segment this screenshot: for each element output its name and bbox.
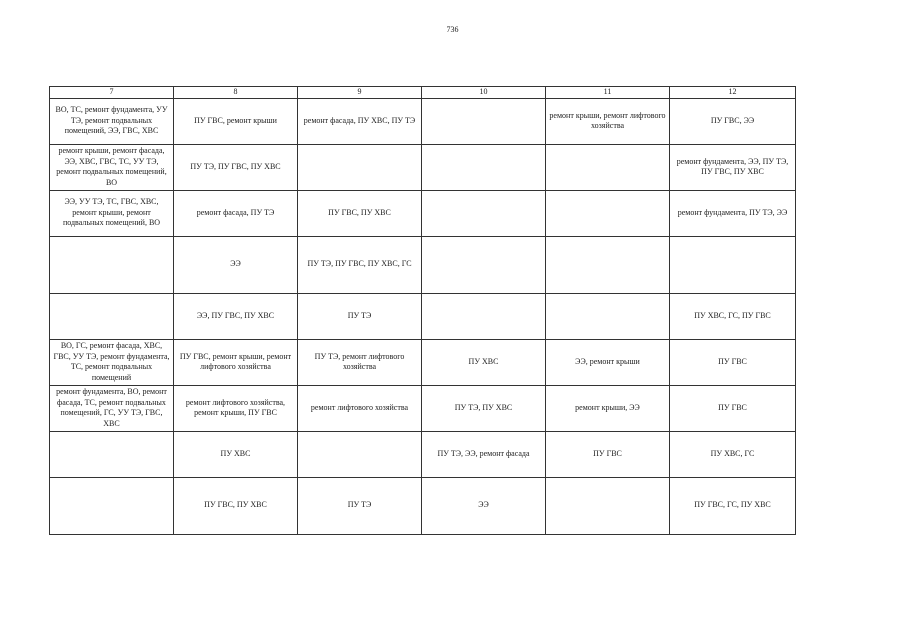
table-cell <box>546 477 670 534</box>
table-cell: ПУ ГВС <box>670 385 796 431</box>
table-cell: ПУ ГВС, ЭЭ <box>670 98 796 144</box>
table-cell: ремонт крыши, ремонт лифтового хозяйства <box>546 98 670 144</box>
table-cell: ЭЭ <box>422 477 546 534</box>
table-cell: ВО, ТС, ремонт фундамента, УУ ТЭ, ремонт подвальных помещений, ЭЭ, ГВС, ХВС <box>50 98 174 144</box>
table-cell <box>422 236 546 293</box>
table-cell: ПУ ТЭ, ПУ ХВС <box>422 385 546 431</box>
table-cell: ЭЭ <box>174 236 298 293</box>
table-cell <box>298 431 422 477</box>
table-cell: ремонт фасада, ПУ ХВС, ПУ ТЭ <box>298 98 422 144</box>
table-cell <box>670 236 796 293</box>
table-cell: ПУ ТЭ, ЭЭ, ремонт фасада <box>422 431 546 477</box>
page-number: 736 <box>446 25 459 34</box>
table-cell: ПУ ХВС, ГС <box>670 431 796 477</box>
column-header: 11 <box>546 87 670 99</box>
table-cell: ПУ ГВС, ремонт крыши <box>174 98 298 144</box>
table-cell: ремонт фундамента, ПУ ТЭ, ЭЭ <box>670 190 796 236</box>
table-row <box>50 339 796 385</box>
table-cell <box>546 190 670 236</box>
table-cell <box>546 236 670 293</box>
table-cell: ремонт фундамента, ЭЭ, ПУ ТЭ, ПУ ГВС, ПУ ХВС <box>670 144 796 190</box>
table-cell: ремонт крыши, ЭЭ <box>546 385 670 431</box>
table-cell <box>50 236 174 293</box>
table-cell <box>422 190 546 236</box>
column-header: 8 <box>174 87 298 99</box>
table-cell <box>546 293 670 339</box>
table-cell <box>422 293 546 339</box>
table-cell: ПУ ГВС, ремонт крыши, ремонт лифтового хозяйства <box>174 339 298 385</box>
table-cell: ПУ ХВС, ГС, ПУ ГВС <box>670 293 796 339</box>
table-cell: ремонт лифтового хозяйства <box>298 385 422 431</box>
table-row <box>50 477 796 534</box>
table-row <box>50 144 796 190</box>
column-header: 12 <box>670 87 796 99</box>
table-cell: ПУ ТЭ <box>298 477 422 534</box>
table-cell: ПУ ГВС, ПУ ХВС <box>174 477 298 534</box>
table-cell <box>50 477 174 534</box>
table-cell <box>546 144 670 190</box>
table-cell <box>422 98 546 144</box>
table-cell: ПУ ХВС <box>422 339 546 385</box>
column-header: 9 <box>298 87 422 99</box>
column-header: 10 <box>422 87 546 99</box>
table-cell: ЭЭ, УУ ТЭ, ТС, ГВС, ХВС, ремонт крыши, ремонт подвальных помещений, ВО <box>50 190 174 236</box>
table-cell: ВО, ГС, ремонт фасада, ХВС, ГВС, УУ ТЭ, ремонт фундамента, ТС, ремонт подвальных помещений <box>50 339 174 385</box>
table-cell <box>50 293 174 339</box>
table-row <box>50 236 796 293</box>
table-row <box>50 190 796 236</box>
table-cell <box>298 144 422 190</box>
table-row <box>50 293 796 339</box>
column-header: 7 <box>50 87 174 99</box>
table-header-row <box>50 87 796 99</box>
table-cell: ЭЭ, ремонт крыши <box>546 339 670 385</box>
schedule-table <box>49 86 796 535</box>
table-cell: ЭЭ, ПУ ГВС, ПУ ХВС <box>174 293 298 339</box>
table-cell: ПУ ГВС, ГС, ПУ ХВС <box>670 477 796 534</box>
table-cell: ПУ ГВС, ПУ ХВС <box>298 190 422 236</box>
table-cell: ремонт крыши, ремонт фасада, ЭЭ, ХВС, ГВС, ТС, УУ ТЭ, ремонт подвальных помещений, ВО <box>50 144 174 190</box>
table-cell: ремонт лифтового хозяйства, ремонт крыши, ПУ ГВС <box>174 385 298 431</box>
table-cell: ремонт фундамента, ВО, ремонт фасада, ТС, ремонт подвальных помещений, ГС, УУ ТЭ, ГВС, ХВС <box>50 385 174 431</box>
table-cell: ПУ ХВС <box>174 431 298 477</box>
table-row <box>50 98 796 144</box>
table-cell: ПУ ТЭ, ПУ ГВС, ПУ ХВС, ГС <box>298 236 422 293</box>
table-cell: ПУ ГВС <box>670 339 796 385</box>
table-row <box>50 385 796 431</box>
table-cell <box>422 144 546 190</box>
table-cell: ПУ ТЭ, ПУ ГВС, ПУ ХВС <box>174 144 298 190</box>
table-cell: ПУ ТЭ <box>298 293 422 339</box>
table-cell <box>50 431 174 477</box>
table-cell: ремонт фасада, ПУ ТЭ <box>174 190 298 236</box>
table-cell: ПУ ТЭ, ремонт лифтового хозяйства <box>298 339 422 385</box>
table-row <box>50 431 796 477</box>
table-cell: ПУ ГВС <box>546 431 670 477</box>
